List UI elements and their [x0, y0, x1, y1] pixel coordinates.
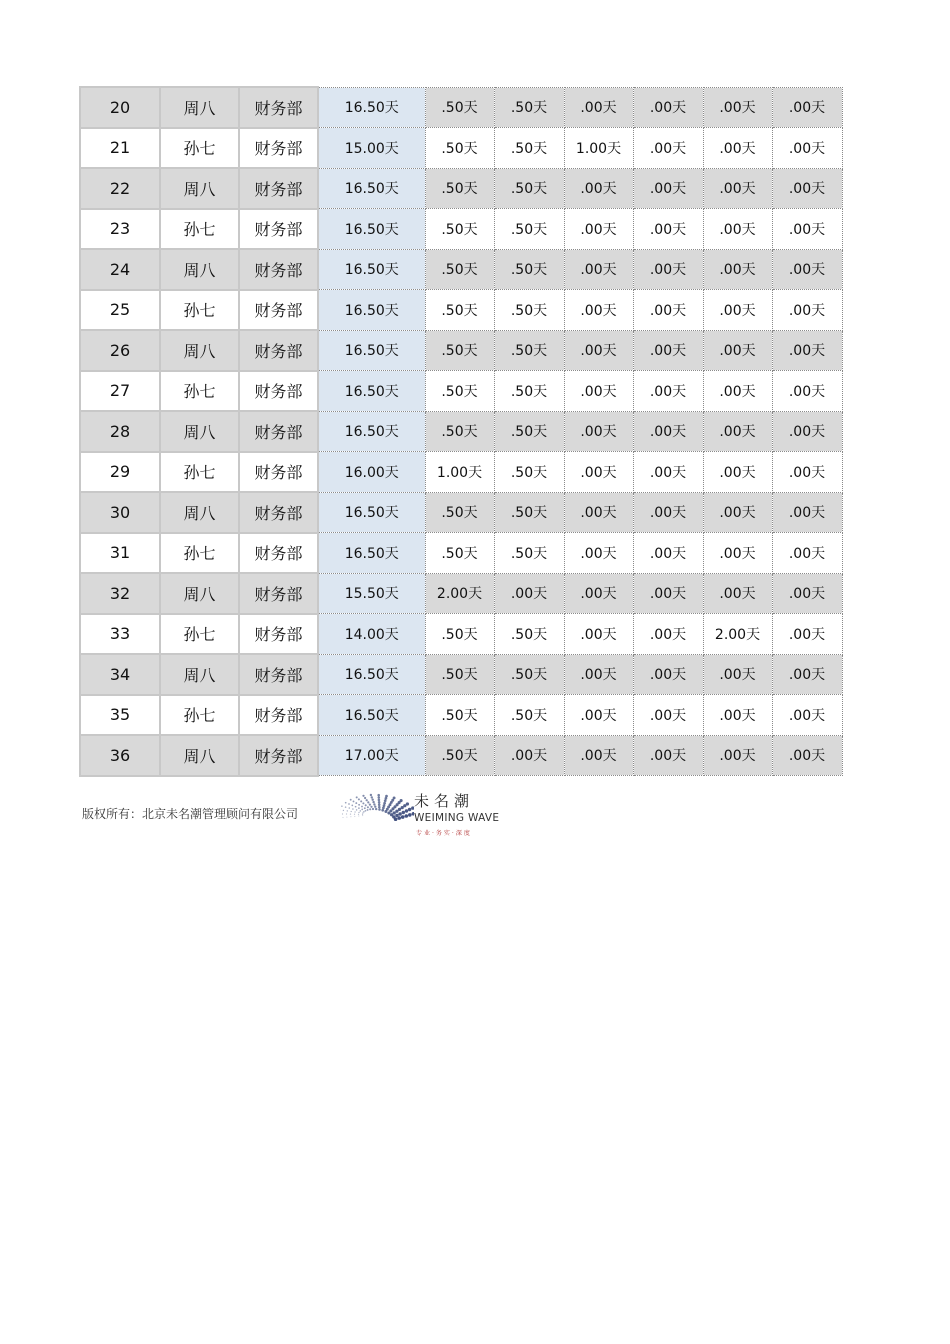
- leave-col-2-cell: .50天: [494, 654, 564, 695]
- total-days-cell: 16.00天: [318, 452, 425, 493]
- leave-col-3-cell: .00天: [564, 249, 633, 290]
- leave-col-4-cell: .00天: [633, 128, 703, 169]
- logo-dot: [367, 809, 369, 811]
- leave-col-6-cell: .00天: [772, 87, 842, 128]
- leave-col-5-cell: 2.00天: [703, 614, 772, 655]
- row-number-cell: 21: [80, 128, 160, 169]
- table-row: [80, 330, 842, 371]
- logo-name-cn: 未名潮: [414, 792, 475, 810]
- logo-dot: [356, 809, 358, 811]
- logo-dot: [378, 803, 381, 806]
- name-cell: 孙七: [160, 614, 239, 655]
- leave-col-5-cell: .00天: [703, 735, 772, 776]
- logo-dot: [354, 811, 355, 812]
- leave-col-4-cell: .00天: [633, 209, 703, 250]
- leave-col-3-cell: .00天: [564, 573, 633, 614]
- leave-col-4-cell: .00天: [633, 695, 703, 736]
- row-number-cell: 20: [80, 87, 160, 128]
- name-cell: 周八: [160, 573, 239, 614]
- logo-dot: [378, 801, 381, 804]
- logo-dot: [346, 817, 347, 818]
- leave-col-6-cell: .00天: [772, 209, 842, 250]
- department-cell: 财务部: [239, 452, 318, 493]
- logo-dot: [354, 816, 355, 817]
- leave-col-3-cell: .00天: [564, 492, 633, 533]
- leave-col-3-cell: .00天: [564, 614, 633, 655]
- leave-col-3-cell: .00天: [564, 654, 633, 695]
- table-row: [80, 87, 842, 128]
- logo-dot: [365, 810, 367, 812]
- leave-col-5-cell: .00天: [703, 168, 772, 209]
- name-cell: 周八: [160, 249, 239, 290]
- leave-col-5-cell: .00天: [703, 411, 772, 452]
- logo-dot: [378, 796, 381, 799]
- leave-col-6-cell: .00天: [772, 330, 842, 371]
- logo-dot: [374, 806, 376, 808]
- leave-col-3-cell: .00天: [564, 452, 633, 493]
- logo-dot: [383, 804, 386, 807]
- row-number-cell: 25: [80, 290, 160, 331]
- leave-col-6-cell: .00天: [772, 452, 842, 493]
- leave-col-1-cell: .50天: [425, 168, 494, 209]
- copyright-text: 版权所有：北京未名潮管理顾问有限公司: [82, 807, 299, 821]
- name-cell: 孙七: [160, 695, 239, 736]
- table-row: [80, 128, 842, 169]
- row-number-cell: 24: [80, 249, 160, 290]
- leave-col-6-cell: .00天: [772, 128, 842, 169]
- row-number-cell: 22: [80, 168, 160, 209]
- total-days-cell: 16.50天: [318, 249, 425, 290]
- leave-col-6-cell: .00天: [772, 735, 842, 776]
- leave-col-2-cell: .50天: [494, 249, 564, 290]
- row-number-cell: 32: [80, 573, 160, 614]
- leave-col-1-cell: .50天: [425, 371, 494, 412]
- table-row: [80, 695, 842, 736]
- total-days-cell: 15.00天: [318, 128, 425, 169]
- total-days-cell: 16.50天: [318, 168, 425, 209]
- leave-col-6-cell: .00天: [772, 249, 842, 290]
- leave-col-6-cell: .00天: [772, 573, 842, 614]
- logo-dot: [352, 808, 354, 810]
- leave-col-2-cell: .50天: [494, 87, 564, 128]
- logo-dot: [361, 806, 363, 808]
- table-row: [80, 654, 842, 695]
- total-days-cell: 16.50天: [318, 290, 425, 331]
- department-cell: 财务部: [239, 87, 318, 128]
- logo-dot: [362, 815, 363, 816]
- leave-col-3-cell: .00天: [564, 735, 633, 776]
- logo-dot: [358, 807, 360, 809]
- leave-col-3-cell: .00天: [564, 209, 633, 250]
- leave-col-6-cell: .00天: [772, 695, 842, 736]
- leave-col-3-cell: .00天: [564, 411, 633, 452]
- name-cell: 孙七: [160, 533, 239, 574]
- leave-col-1-cell: .50天: [425, 128, 494, 169]
- name-cell: 周八: [160, 87, 239, 128]
- leave-col-5-cell: .00天: [703, 330, 772, 371]
- leave-col-5-cell: .00天: [703, 128, 772, 169]
- logo-dot: [375, 808, 377, 810]
- table-row: [80, 249, 842, 290]
- leave-col-2-cell: .50天: [494, 330, 564, 371]
- logo-dot: [370, 794, 372, 796]
- table-row: [80, 735, 842, 776]
- logo-dot: [408, 808, 411, 811]
- leave-col-4-cell: .00天: [633, 492, 703, 533]
- logo-dot: [358, 804, 360, 806]
- department-cell: 财务部: [239, 168, 318, 209]
- leave-col-5-cell: .00天: [703, 654, 772, 695]
- logo-dot: [398, 812, 401, 815]
- leave-col-6-cell: .00天: [772, 371, 842, 412]
- logo-dot: [372, 801, 374, 803]
- logo-dot: [401, 815, 405, 819]
- leave-col-1-cell: .50天: [425, 614, 494, 655]
- leave-col-6-cell: .00天: [772, 492, 842, 533]
- row-number-cell: 35: [80, 695, 160, 736]
- leave-col-5-cell: .00天: [703, 695, 772, 736]
- logo-dot: [373, 803, 375, 805]
- department-cell: 财务部: [239, 533, 318, 574]
- table-row: [80, 168, 842, 209]
- logo-dot: [377, 794, 380, 797]
- name-cell: 周八: [160, 654, 239, 695]
- total-days-cell: 16.50天: [318, 209, 425, 250]
- leave-col-4-cell: .00天: [633, 573, 703, 614]
- name-cell: 孙七: [160, 128, 239, 169]
- logo-dot: [342, 813, 343, 814]
- table-body: [80, 87, 842, 776]
- logo-dot: [345, 806, 347, 808]
- logo-dot: [400, 799, 403, 802]
- name-cell: 周八: [160, 492, 239, 533]
- leave-col-5-cell: .00天: [703, 290, 772, 331]
- leave-col-4-cell: .00天: [633, 411, 703, 452]
- attendance-table: [79, 86, 843, 777]
- leave-col-3-cell: 1.00天: [564, 128, 633, 169]
- name-cell: 周八: [160, 411, 239, 452]
- logo-dot: [358, 814, 359, 815]
- row-number-cell: 23: [80, 209, 160, 250]
- logo-dot: [385, 795, 388, 798]
- logo-dot: [346, 813, 347, 814]
- department-cell: 财务部: [239, 695, 318, 736]
- logo-dot: [369, 808, 371, 810]
- logo-dot: [363, 811, 365, 813]
- leave-col-6-cell: .00天: [772, 654, 842, 695]
- logo-dot: [402, 811, 405, 814]
- leave-col-4-cell: .00天: [633, 452, 703, 493]
- leave-col-2-cell: .50天: [494, 492, 564, 533]
- leave-col-5-cell: .00天: [703, 573, 772, 614]
- logo-dot: [378, 808, 381, 811]
- logo-dot: [367, 806, 369, 808]
- leave-col-4-cell: .00天: [633, 371, 703, 412]
- total-days-cell: 17.00天: [318, 735, 425, 776]
- name-cell: 周八: [160, 330, 239, 371]
- table-row: [80, 492, 842, 533]
- logo-dot: [372, 799, 374, 801]
- total-days-cell: 16.50天: [318, 492, 425, 533]
- logo-dot: [393, 811, 396, 814]
- leave-col-4-cell: .00天: [633, 654, 703, 695]
- logo-dot: [398, 808, 401, 811]
- logo-dot: [369, 803, 371, 805]
- leave-col-1-cell: .50天: [425, 87, 494, 128]
- leave-col-6-cell: .00天: [772, 411, 842, 452]
- logo-dot: [351, 805, 353, 807]
- logo-dot: [365, 804, 367, 806]
- logo-dot: [355, 806, 357, 808]
- logo-dot: [385, 797, 388, 800]
- leave-col-1-cell: .50天: [425, 330, 494, 371]
- wave-logo-icon: [340, 786, 414, 842]
- department-cell: 财务部: [239, 290, 318, 331]
- leave-col-5-cell: .00天: [703, 492, 772, 533]
- logo-dot: [384, 799, 387, 802]
- table-row: [80, 533, 842, 574]
- department-cell: 财务部: [239, 128, 318, 169]
- leave-col-5-cell: .00天: [703, 87, 772, 128]
- department-cell: 财务部: [239, 249, 318, 290]
- leave-col-1-cell: .50天: [425, 735, 494, 776]
- leave-col-1-cell: .50天: [425, 492, 494, 533]
- logo-dot: [360, 810, 362, 812]
- leave-col-2-cell: .50天: [494, 411, 564, 452]
- leave-col-2-cell: .50天: [494, 128, 564, 169]
- leave-col-1-cell: .50天: [425, 654, 494, 695]
- leave-col-2-cell: .50天: [494, 533, 564, 574]
- logo-dot: [366, 799, 368, 801]
- logo-dot: [367, 801, 369, 803]
- logo-dot: [382, 807, 385, 810]
- row-number-cell: 27: [80, 371, 160, 412]
- leave-col-1-cell: 1.00天: [425, 452, 494, 493]
- total-days-cell: 16.50天: [318, 411, 425, 452]
- leave-col-2-cell: .50天: [494, 290, 564, 331]
- total-days-cell: 16.50天: [318, 87, 425, 128]
- logo-dot: [354, 814, 355, 815]
- logo-dot: [349, 807, 351, 809]
- logo-dot: [361, 809, 363, 811]
- total-days-cell: 16.50天: [318, 330, 425, 371]
- logo-dot: [371, 796, 373, 798]
- total-days-cell: 14.00天: [318, 614, 425, 655]
- table-row: [80, 573, 842, 614]
- logo-name-en: WEIMING WAVE: [414, 812, 500, 824]
- department-cell: 财务部: [239, 654, 318, 695]
- logo-dot: [370, 806, 372, 808]
- table-row: [80, 371, 842, 412]
- logo-dot: [341, 805, 343, 807]
- leave-col-4-cell: .00天: [633, 87, 703, 128]
- logo-dot: [405, 809, 408, 812]
- leave-col-1-cell: .50天: [425, 411, 494, 452]
- logo-dot: [343, 810, 344, 811]
- leave-col-2-cell: .00天: [494, 573, 564, 614]
- logo-dot: [381, 809, 384, 812]
- total-days-cell: 16.50天: [318, 533, 425, 574]
- logo-dot: [362, 814, 363, 815]
- leave-col-4-cell: .00天: [633, 735, 703, 776]
- leave-col-1-cell: .50天: [425, 695, 494, 736]
- total-days-cell: 16.50天: [318, 654, 425, 695]
- company-logo: [340, 786, 500, 842]
- department-cell: 财务部: [239, 614, 318, 655]
- leave-col-6-cell: .00天: [772, 290, 842, 331]
- logo-dot: [362, 802, 364, 804]
- logo-dot: [347, 810, 348, 811]
- department-cell: 财务部: [239, 371, 318, 412]
- leave-col-5-cell: .00天: [703, 533, 772, 574]
- row-number-cell: 36: [80, 735, 160, 776]
- row-number-cell: 33: [80, 614, 160, 655]
- logo-dot: [364, 807, 366, 809]
- leave-col-3-cell: .00天: [564, 371, 633, 412]
- row-number-cell: 30: [80, 492, 160, 533]
- logo-dot: [395, 814, 398, 817]
- leave-col-2-cell: .50天: [494, 695, 564, 736]
- logo-dot: [358, 798, 360, 800]
- leave-col-4-cell: .00天: [633, 330, 703, 371]
- leave-col-4-cell: .00天: [633, 168, 703, 209]
- logo-dot: [353, 800, 355, 802]
- leave-col-3-cell: .00天: [564, 87, 633, 128]
- department-cell: 财务部: [239, 492, 318, 533]
- logo-dot: [345, 802, 347, 804]
- row-number-cell: 31: [80, 533, 160, 574]
- logo-dot: [356, 796, 358, 798]
- logo-dot: [360, 800, 362, 802]
- leave-col-2-cell: .50天: [494, 371, 564, 412]
- logo-dot: [362, 812, 363, 813]
- logo-dot: [355, 802, 357, 804]
- logo-dot: [405, 814, 409, 818]
- logo-dot: [394, 817, 398, 821]
- total-days-cell: 16.50天: [318, 695, 425, 736]
- leave-col-3-cell: .00天: [564, 168, 633, 209]
- logo-dot: [358, 812, 359, 813]
- leave-col-3-cell: .00天: [564, 695, 633, 736]
- leave-col-5-cell: .00天: [703, 371, 772, 412]
- total-days-cell: 16.50天: [318, 371, 425, 412]
- leave-col-4-cell: .00天: [633, 249, 703, 290]
- leave-col-6-cell: .00天: [772, 168, 842, 209]
- leave-col-5-cell: .00天: [703, 452, 772, 493]
- name-cell: 周八: [160, 168, 239, 209]
- logo-dot: [350, 799, 352, 801]
- logo-dot: [358, 816, 359, 817]
- name-cell: 孙七: [160, 452, 239, 493]
- leave-col-6-cell: .00天: [772, 533, 842, 574]
- logo-dot: [350, 816, 351, 817]
- row-number-cell: 28: [80, 411, 160, 452]
- leave-col-3-cell: .00天: [564, 330, 633, 371]
- logo-dot: [364, 797, 366, 799]
- total-days-cell: 15.50天: [318, 573, 425, 614]
- leave-col-4-cell: .00天: [633, 614, 703, 655]
- leave-col-3-cell: .00天: [564, 290, 633, 331]
- leave-col-1-cell: .50天: [425, 209, 494, 250]
- leave-col-2-cell: .50天: [494, 168, 564, 209]
- logo-dot: [406, 802, 409, 805]
- logo-dot: [408, 813, 412, 817]
- table-row: [80, 614, 842, 655]
- logo-dot: [383, 802, 386, 805]
- leave-col-1-cell: .50天: [425, 249, 494, 290]
- table-row: [80, 452, 842, 493]
- leave-col-5-cell: .00天: [703, 249, 772, 290]
- department-cell: 财务部: [239, 411, 318, 452]
- leave-col-6-cell: .00天: [772, 614, 842, 655]
- logo-dot: [393, 796, 396, 799]
- logo-dot: [351, 811, 352, 812]
- leave-col-2-cell: .50天: [494, 614, 564, 655]
- logo-tagline: 专业·务实·深度: [416, 830, 472, 837]
- leave-col-5-cell: .00天: [703, 209, 772, 250]
- leave-col-3-cell: .00天: [564, 533, 633, 574]
- table-row: [80, 290, 842, 331]
- logo-dot: [350, 814, 351, 815]
- name-cell: 周八: [160, 735, 239, 776]
- row-number-cell: 34: [80, 654, 160, 695]
- logo-dot: [343, 817, 344, 818]
- name-cell: 孙七: [160, 371, 239, 412]
- department-cell: 财务部: [239, 209, 318, 250]
- logo-dot: [362, 795, 364, 797]
- row-number-cell: 29: [80, 452, 160, 493]
- leave-col-2-cell: .50天: [494, 209, 564, 250]
- name-cell: 孙七: [160, 290, 239, 331]
- logo-dot: [372, 808, 374, 810]
- logo-dot: [378, 799, 381, 802]
- row-number-cell: 26: [80, 330, 160, 371]
- leave-col-1-cell: .50天: [425, 533, 494, 574]
- leave-col-1-cell: 2.00天: [425, 573, 494, 614]
- table-row: [80, 411, 842, 452]
- logo-dot: [397, 816, 401, 820]
- name-cell: 孙七: [160, 209, 239, 250]
- logo-dot: [348, 803, 350, 805]
- leave-col-2-cell: .50天: [494, 452, 564, 493]
- department-cell: 财务部: [239, 330, 318, 371]
- department-cell: 财务部: [239, 573, 318, 614]
- leave-col-4-cell: .00天: [633, 290, 703, 331]
- logo-dot: [378, 806, 381, 809]
- department-cell: 财务部: [239, 735, 318, 776]
- table-row: [80, 209, 842, 250]
- leave-col-4-cell: .00天: [633, 533, 703, 574]
- leave-col-1-cell: .50天: [425, 290, 494, 331]
- leave-col-2-cell: .00天: [494, 735, 564, 776]
